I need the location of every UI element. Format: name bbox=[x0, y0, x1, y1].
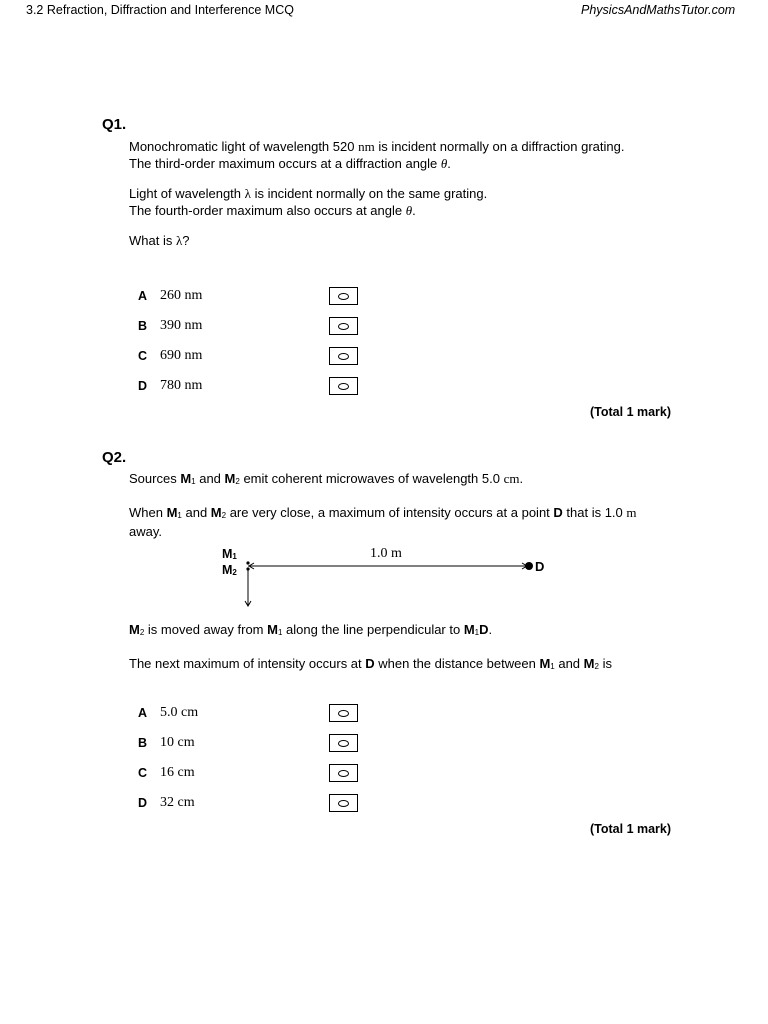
header-title: 3.2 Refraction, Diffraction and Interference MCQ bbox=[26, 3, 294, 17]
q1-option-d-answer-box[interactable] bbox=[329, 377, 358, 395]
q2-stem-part1: Sources $M_1$ and $M_2$ emit coherent microwaves of wavelength 5.0 cm. When $M_1$ and $M_2$ are very close, a maximum of intensity occurs at a point D that is 1.0 m away. bbox=[129, 471, 637, 539]
q2-option-d-text: 32 cm bbox=[160, 795, 195, 810]
q1-option-b-answer-box[interactable] bbox=[329, 317, 358, 335]
q1-total-mark: (Total 1 mark) bbox=[590, 405, 672, 419]
oval-icon bbox=[338, 800, 349, 807]
q2-option-a-answer-box[interactable] bbox=[329, 704, 358, 722]
q2-number: Q2. bbox=[102, 449, 127, 466]
q2-option-c-text: 16 cm bbox=[160, 765, 195, 780]
q2-option-d-answer-box[interactable] bbox=[329, 794, 358, 812]
label-m1: $M_1$ bbox=[222, 547, 237, 561]
source-m1-dot bbox=[246, 561, 249, 564]
q1-number: Q1. bbox=[102, 116, 127, 133]
q1-option-d-text: 780 nm bbox=[160, 378, 203, 393]
q1-option-a-text: 260 nm bbox=[160, 288, 203, 303]
q2-option-a-text: 5.0 cm bbox=[160, 705, 199, 720]
label-m2: $M_2$ bbox=[222, 563, 237, 577]
q2-total-mark: (Total 1 mark) bbox=[590, 822, 672, 836]
header-site: PhysicsAndMathsTutor.com bbox=[581, 3, 736, 17]
q2-stem-part2: $M_2$ is moved away from $M_1$ along the line perpendicular to $M_1D$. The next maximum of intensity occurs at D when the distance between $M_1$ and $M_2$ is bbox=[129, 622, 612, 671]
point-d-dot bbox=[525, 562, 533, 570]
q2-option-b-letter: B bbox=[138, 736, 148, 750]
oval-icon bbox=[338, 710, 349, 717]
q1-stem: Monochromatic light of wavelength 520 nm is incident normally on a diffraction grating. The third-order maximum occurs at a diffraction angle θ. Light of wavelength λ is incident normally on the same grating. The fourth-order maximum also occurs at angle θ. What is λ? bbox=[129, 139, 625, 248]
q1-option-b-text: 390 nm bbox=[160, 318, 203, 333]
q2-option-a-letter: A bbox=[138, 706, 148, 720]
q1-option-d-letter: D bbox=[138, 379, 148, 393]
oval-icon bbox=[338, 770, 349, 777]
q2-option-c-letter: C bbox=[138, 766, 148, 780]
distance-label: 1.0 m bbox=[370, 546, 402, 561]
oval-icon bbox=[338, 740, 349, 747]
q1-option-a-answer-box[interactable] bbox=[329, 287, 358, 305]
q2-option-d-letter: D bbox=[138, 796, 148, 810]
q2-option-b-text: 10 cm bbox=[160, 735, 195, 750]
q2-option-b-answer-box[interactable] bbox=[329, 734, 358, 752]
q1-option-c-letter: C bbox=[138, 349, 148, 363]
label-d: D bbox=[535, 559, 545, 574]
oval-icon bbox=[338, 293, 349, 300]
oval-icon bbox=[338, 383, 349, 390]
oval-icon bbox=[338, 323, 349, 330]
q2-diagram bbox=[200, 543, 560, 613]
q1-option-c-text: 690 nm bbox=[160, 348, 203, 363]
oval-icon bbox=[338, 353, 349, 360]
q1-option-c-answer-box[interactable] bbox=[329, 347, 358, 365]
q1-option-a-letter: A bbox=[138, 289, 148, 303]
q2-option-c-answer-box[interactable] bbox=[329, 764, 358, 782]
q1-option-b-letter: B bbox=[138, 319, 148, 333]
